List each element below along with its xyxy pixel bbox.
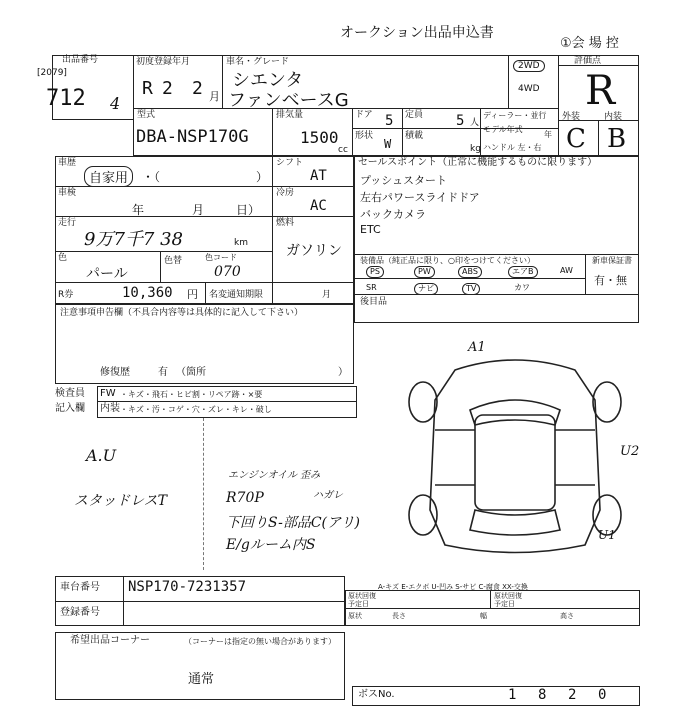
- displacement-unit: cc: [338, 145, 348, 155]
- repair-history-close: ）: [338, 367, 348, 378]
- transmission-label: シフト: [276, 158, 304, 168]
- inspection-label: 車検: [58, 188, 77, 198]
- model-name-label: 車名・グレード: [226, 57, 290, 67]
- inspector-row2-first: 内装: [100, 403, 120, 414]
- load-label: 積載: [405, 131, 424, 141]
- equipment-sr[interactable]: SR: [366, 283, 377, 292]
- registration-label: 初度登録年月: [136, 57, 191, 67]
- inspector-row2: ・キズ・汚・コゲ・穴・ズレ・キレ・破し: [120, 405, 272, 414]
- new-car-warranty-label: 新車保証書: [592, 256, 632, 265]
- corner-label: 希望出品コーナー: [70, 635, 150, 646]
- lot-suffix: 4: [110, 94, 121, 113]
- rear-seat-label: 後目品: [360, 297, 388, 307]
- notes-label: 注意事項申告欄（不具合内容等は具体的に記入して下さい）: [60, 308, 304, 318]
- repair-history-label: 修復歴: [100, 367, 130, 378]
- color-change-label: 色替: [164, 256, 183, 266]
- model-type: DBA-NSP170G: [136, 127, 249, 147]
- header-title: オークション出品申込書: [340, 25, 494, 41]
- inspector-row1-first: FW: [100, 388, 116, 399]
- note-studless: スタッドレスT: [74, 493, 167, 509]
- color-code: 070: [214, 264, 241, 280]
- capacity-label: 定員: [405, 110, 424, 120]
- registration-era: R: [142, 78, 153, 99]
- rating-score: R: [585, 68, 616, 114]
- sales-point-1: プッシュスタート: [360, 174, 448, 187]
- load-unit: kg: [470, 144, 481, 154]
- notice-month: 月: [322, 290, 332, 300]
- repair-history-detail: （箇所: [176, 367, 206, 378]
- repair-history-value[interactable]: 有: [158, 367, 168, 378]
- inspection-day: 日）: [236, 203, 261, 217]
- equipment-ps[interactable]: PS: [366, 266, 384, 278]
- bottom-digit-2: 8: [538, 687, 547, 703]
- equipment-tv[interactable]: TV: [462, 283, 480, 295]
- model-name-line2: ファンベースG: [228, 90, 349, 111]
- recycle-label: R券: [58, 290, 74, 300]
- bottom-label: ボスNo.: [358, 689, 395, 700]
- new-car-warranty-value[interactable]: 有・無: [594, 274, 627, 287]
- mileage-unit: km: [234, 238, 248, 248]
- model-year-label: モデル年式: [483, 125, 523, 134]
- recycle-amount: 10,360: [122, 285, 173, 301]
- length-label: 長さ: [392, 612, 406, 620]
- venue-label: ①会 場 控: [560, 36, 619, 51]
- height-label: 高さ: [560, 612, 574, 620]
- notice-label: 名変通知期限: [209, 290, 264, 300]
- equipment-aw[interactable]: AW: [560, 266, 573, 275]
- bottom-number-box: [352, 686, 640, 706]
- note-au: A.U: [86, 446, 117, 465]
- rating-label: 評価点: [574, 56, 602, 66]
- sales-points-title: セールスポイント（正常に機能するものに限ります）: [358, 157, 598, 168]
- fuel-value: ガソリン: [286, 243, 342, 259]
- doors-label: ドア: [355, 110, 373, 120]
- registration-number-label: 登録番号: [60, 607, 100, 618]
- fuel-label: 燃料: [276, 218, 295, 228]
- interior-rating: B: [607, 124, 627, 154]
- registration-month: 2: [192, 78, 203, 99]
- lot-label: 出品番号: [62, 55, 99, 65]
- registration-year: 2: [162, 78, 173, 99]
- sales-point-2: 左右パワースライドドア: [360, 191, 480, 204]
- inspector-row1: ・キズ・飛石・ヒビ割・リペア跡・×要: [120, 390, 263, 399]
- restore-label-3: 原状: [348, 612, 362, 620]
- displacement-label: 排気量: [276, 110, 304, 120]
- diagram-legend: A-キズ E-エクボ U-凹み S-サビ C-腐食 XX-交換: [378, 583, 528, 591]
- diagram-mark-u2: U2: [620, 444, 640, 459]
- bottom-digit-1: 1: [508, 687, 517, 703]
- note-peeling: ハガレ: [313, 490, 343, 501]
- note-engine-oil: エンジンオイル 歪み: [228, 470, 321, 481]
- capacity: 5: [456, 113, 465, 129]
- exterior-rating: C: [566, 124, 586, 154]
- model-type-label: 型式: [137, 110, 156, 120]
- doors: 5: [385, 113, 394, 129]
- mileage-label: 走行: [58, 218, 77, 228]
- restore-date-1: 予定日: [348, 600, 369, 608]
- interior-label: 内装: [604, 112, 623, 122]
- sales-point-3: バックカメラ: [360, 208, 426, 221]
- lot-number: 712: [46, 86, 86, 111]
- aircon: AC: [310, 198, 327, 214]
- note-engine-room: E/gルーム内S: [226, 537, 316, 553]
- drive-4wd[interactable]: 4WD: [518, 84, 540, 94]
- chassis-number: NSP170-7231357: [128, 579, 247, 595]
- usage-close: ）: [256, 170, 269, 184]
- color-value: パール: [86, 266, 128, 282]
- chassis-label: 車台番号: [60, 582, 100, 593]
- transmission: AT: [310, 168, 327, 184]
- note-underbody: 下回りS-部品C(アリ): [226, 515, 360, 531]
- shape: W: [384, 137, 392, 151]
- equipment-abs[interactable]: ABS: [458, 266, 482, 278]
- displacement: 1500: [300, 128, 339, 147]
- lot-code: [2079]: [37, 68, 67, 78]
- usage-label: 車歴: [58, 158, 77, 168]
- recycle-unit: 円: [187, 288, 198, 301]
- drive-2wd[interactable]: 2WD: [513, 60, 545, 72]
- exterior-label: 外装: [562, 112, 581, 122]
- diagram-mark-u1: U1: [598, 528, 616, 542]
- year-unit: 年: [544, 130, 552, 139]
- equipment-title: 装備品（純正品に限り、○印をつけてください）: [360, 256, 535, 265]
- usage-value: 自家用: [84, 166, 133, 187]
- restore-date-2: 予定日: [494, 600, 515, 608]
- equipment-leather[interactable]: カワ: [514, 283, 530, 292]
- note-r70p: R70P: [226, 490, 264, 506]
- width-label: 幅: [480, 612, 487, 620]
- corner-hint: （コーナーは指定の無い場合があります）: [184, 637, 336, 646]
- inspector-label-2: 記入欄: [55, 403, 85, 414]
- equipment-navi[interactable]: ナビ: [414, 283, 438, 295]
- bottom-digit-3: 2: [568, 687, 577, 703]
- equipment-pw[interactable]: PW: [414, 266, 435, 278]
- inspection-year: 年: [132, 203, 145, 217]
- sales-point-4: ETC: [360, 223, 381, 236]
- aircon-label: 冷房: [276, 188, 295, 198]
- bottom-digit-4: 0: [598, 687, 607, 703]
- dealer-label: ディーラー・並行: [483, 111, 547, 120]
- inspector-label-1: 検査員: [55, 388, 85, 399]
- inspection-month: 月: [192, 203, 205, 217]
- restore-label-2: 原状回復: [494, 592, 522, 600]
- color-code-label: 色コード: [205, 253, 237, 262]
- model-name-line1: シエンタ: [232, 70, 304, 91]
- shape-label: 形状: [355, 131, 374, 141]
- corner-value: 通常: [188, 672, 215, 687]
- color-label: 色: [58, 253, 68, 263]
- handle-label: ハンドル 左・右: [483, 143, 542, 152]
- registration-month-unit: 月: [209, 90, 220, 103]
- mileage-value: 9万7千7 38: [84, 229, 183, 250]
- capacity-unit: 人: [470, 118, 480, 128]
- diagram-mark-a1: A1: [468, 340, 486, 355]
- restore-label-1: 原状回復: [348, 592, 376, 600]
- equipment-airbag[interactable]: エアB: [508, 266, 538, 278]
- usage-suffix: ・（: [142, 170, 161, 184]
